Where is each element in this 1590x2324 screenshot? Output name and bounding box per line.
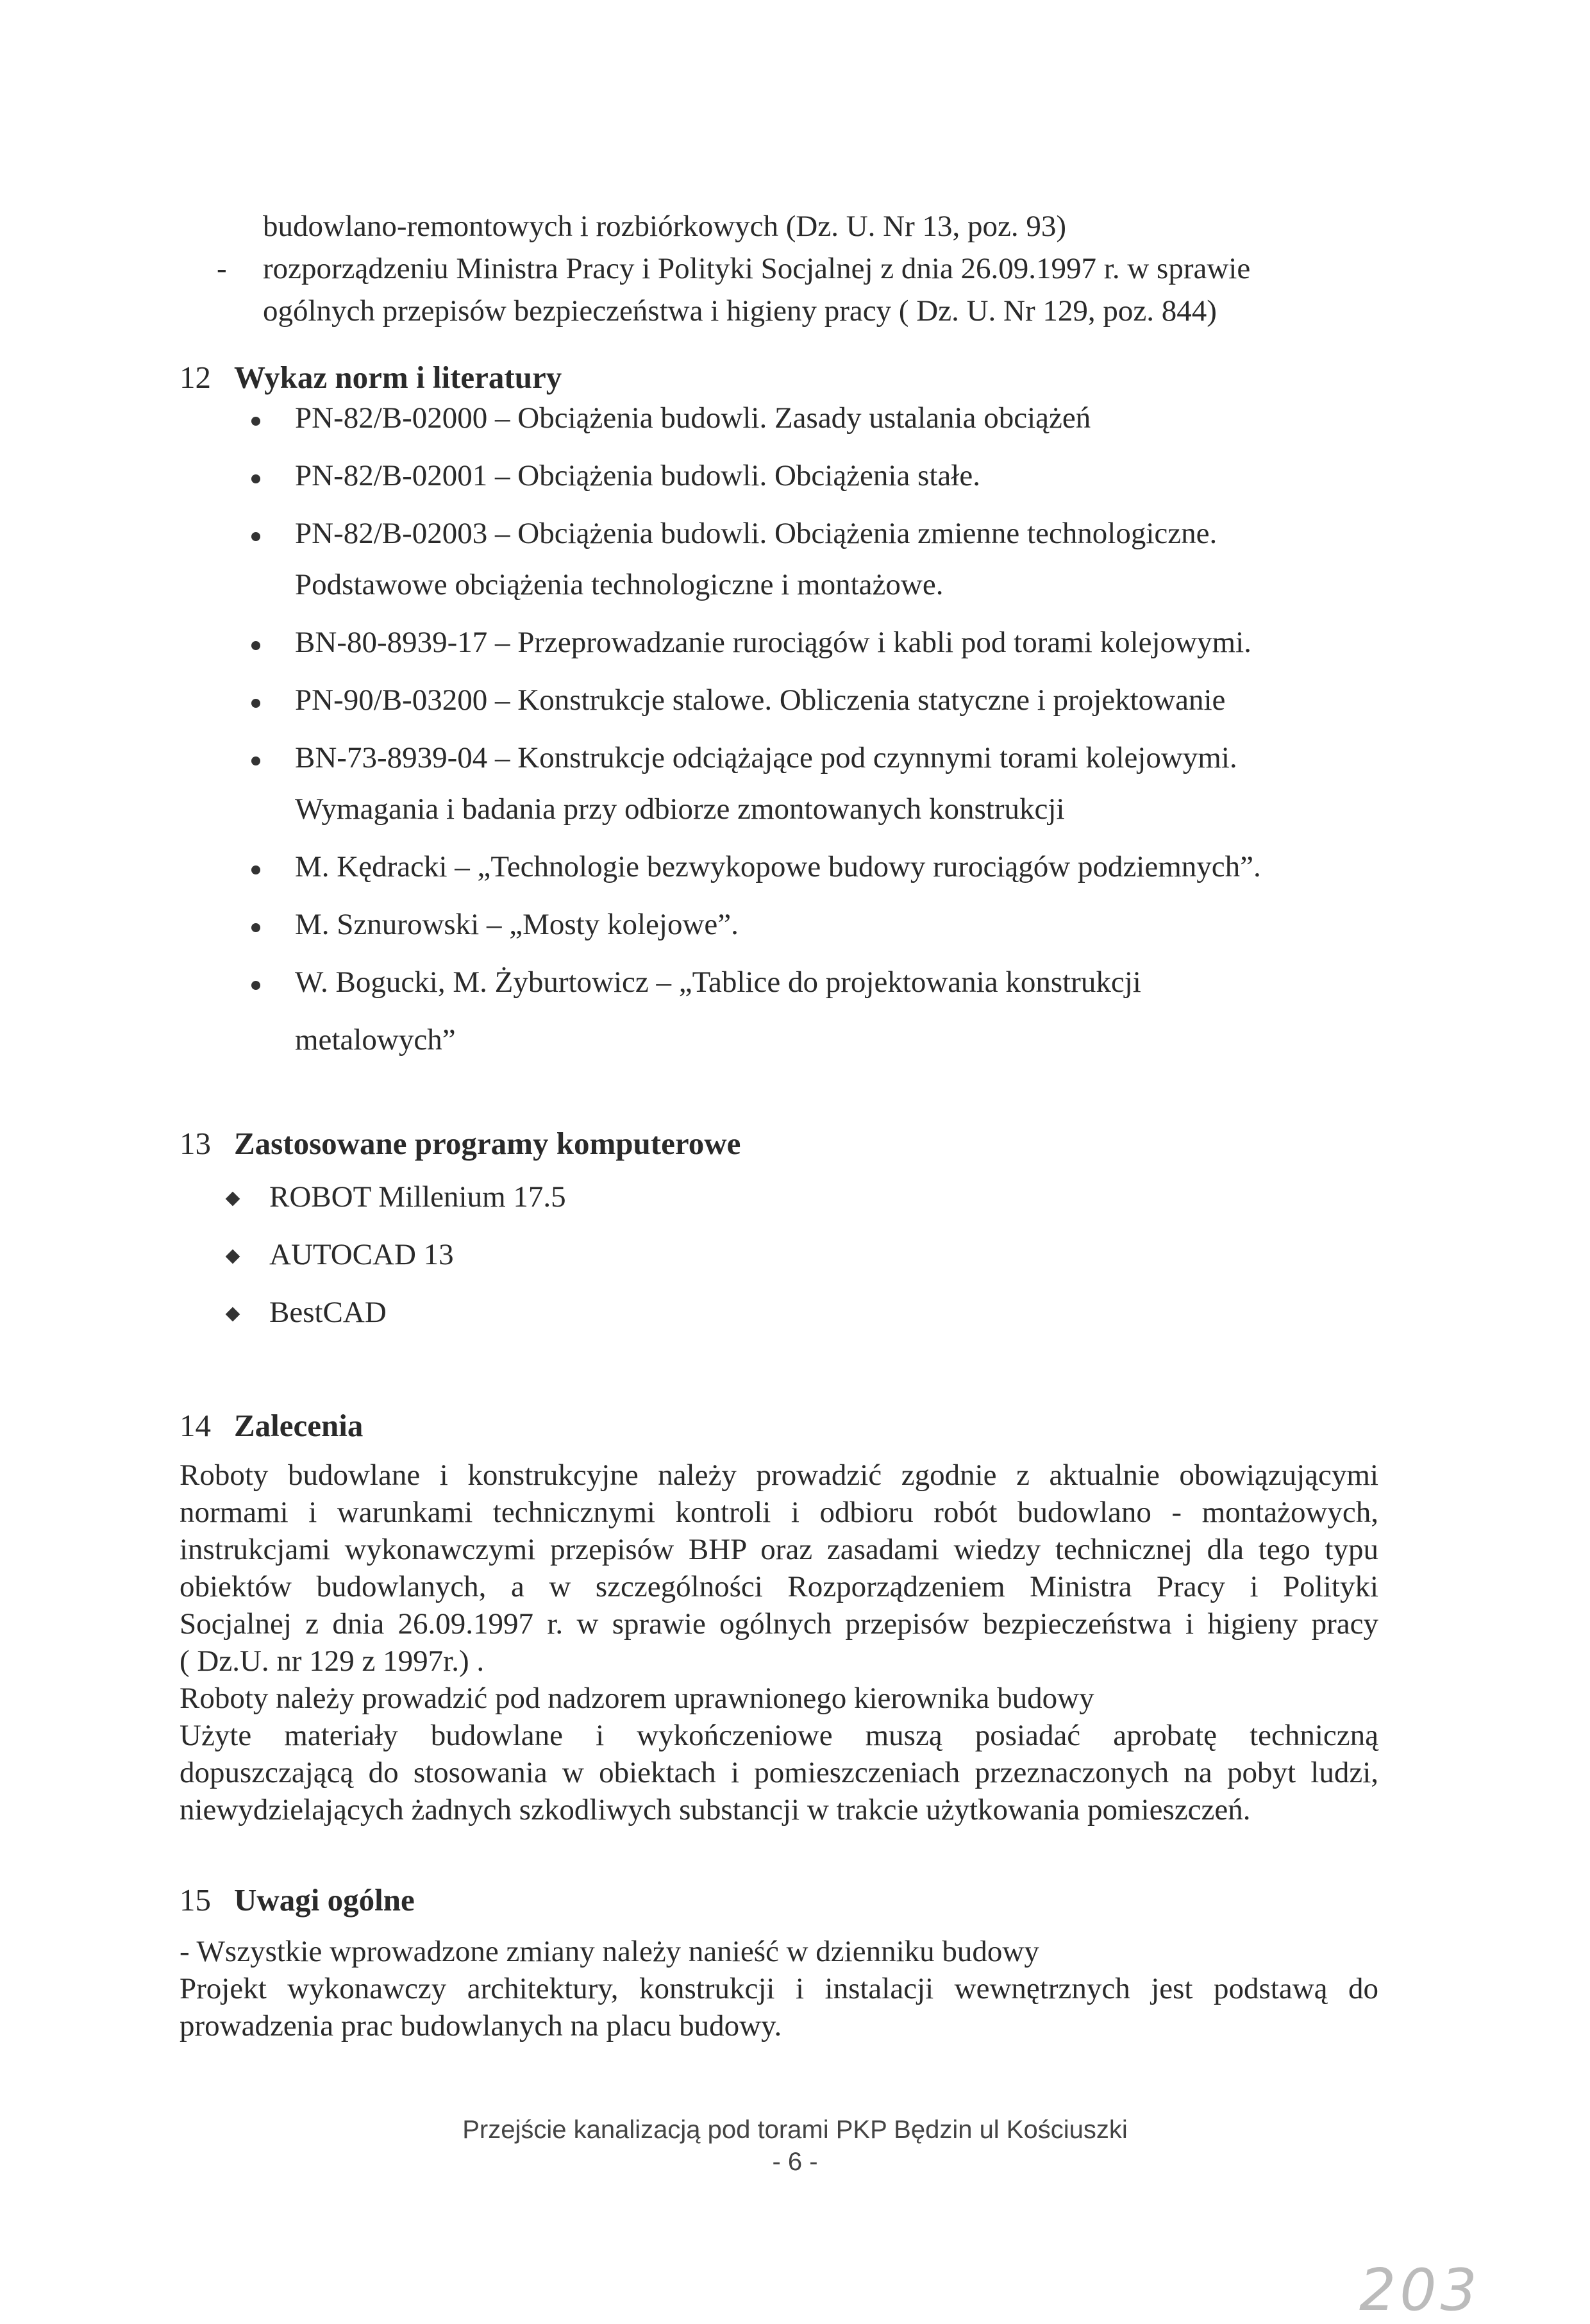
paragraph-line: Roboty budowlane i konstrukcyjne należy prowadzić zgodnie z aktualnie obowiązującymi: [180, 1459, 1378, 1492]
list-item: W. Bogucki, M. Żyburtowicz – „Tablice do projektowania konstrukcji: [295, 965, 1141, 999]
paragraph-line: prowadzenia prac budowlanych na placu budowy.: [180, 2009, 782, 2043]
footer-title: Przejście kanalizacją pod torami PKP Będzin ul Kościuszki: [462, 2116, 1128, 2144]
paragraph-line: normami i warunkami technicznymi kontroli i odbioru robót budowlano - montażowych,: [180, 1496, 1378, 1529]
list-item: BN-80-8939-17 – Przeprowadzanie rurociągów i kabli pod torami kolejowymi.: [295, 625, 1251, 660]
list-item-continuation: Wymagania i badania przy odbiorze zmontowanych konstrukcji: [295, 792, 1065, 826]
list-item: M. Sznurowski – „Mosty kolejowe”.: [295, 907, 739, 942]
diamond-bullet-icon: [226, 1192, 240, 1207]
bullet-icon: [251, 641, 260, 650]
intro-line-3: ogólnych przepisów bezpieczeństwa i higieny pracy ( Dz. U. Nr 129, poz. 844): [263, 294, 1217, 328]
bullet-icon: [251, 532, 260, 541]
diamond-bullet-icon: [226, 1250, 240, 1264]
section-title: Zastosowane programy komputerowe: [234, 1126, 741, 1161]
page-number: - 6 -: [772, 2148, 818, 2176]
paragraph-line: instrukcjami wykonawczymi przepisów BHP oraz zasadami wiedzy technicznej dla tego typu: [180, 1533, 1378, 1566]
bullet-icon: [251, 757, 260, 765]
list-item: PN-82/B-02000 – Obciążenia budowli. Zasady ustalania obciążeń: [295, 401, 1091, 435]
section-number: 14: [180, 1408, 211, 1443]
section-number: 12: [180, 360, 211, 395]
list-item: M. Kędracki – „Technologie bezwykopowe budowy rurociągów podziemnych”.: [295, 849, 1261, 884]
intro-block: [217, 205, 1251, 332]
general-remarks-body: [180, 1933, 1378, 2044]
section-title: Zalecenia: [234, 1408, 364, 1443]
section-number: 15: [180, 1882, 211, 1918]
section-13: [180, 1125, 741, 1162]
paragraph-line: Roboty należy prowadzić pod nadzorem uprawnionego kierownika budowy: [180, 1682, 1094, 1715]
paragraph-line: obiektów budowlanych, a w szczególności Rozporządzeniem Ministra Pracy i Polityki: [180, 1570, 1378, 1603]
list-item: BN-73-8939-04 – Konstrukcje odciążające pod czynnymi torami kolejowymi.: [295, 740, 1237, 775]
section-15: [180, 1882, 415, 1918]
list-item: BestCAD: [269, 1295, 387, 1330]
bullet-icon: [251, 981, 260, 990]
section-12: [180, 359, 562, 396]
bullet-icon: [251, 699, 260, 708]
list-item-continuation: Podstawowe obciążenia technologiczne i montażowe.: [295, 568, 944, 601]
intro-dash: -: [217, 252, 227, 285]
bullet-icon: [251, 417, 260, 426]
section-title: Wykaz norm i literatury: [234, 360, 562, 395]
paragraph-line: - Wszystkie wprowadzone zmiany należy nanieść w dzienniku budowy: [180, 1935, 1039, 1968]
list-item: PN-82/B-02001 – Obciążenia budowli. Obciążenia stałe.: [295, 458, 980, 493]
handwritten-annotation: 203: [1359, 2257, 1481, 2324]
paragraph-line: Użyte materiały budowlane i wykończeniowe muszą posiadać aprobatę techniczną: [180, 1719, 1378, 1752]
intro-line-1: budowlano-remontowych i rozbiórkowych (Dz. U. Nr 13, poz. 93): [263, 210, 1067, 243]
section-14: [180, 1407, 363, 1444]
intro-line-2: rozporządzeniu Ministra Pracy i Polityki Socjalnej z dnia 26.09.1997 r. w sprawie: [263, 252, 1251, 285]
diamond-bullet-icon: [226, 1307, 240, 1322]
list-item: ROBOT Millenium 17.5: [269, 1180, 566, 1214]
paragraph-line: Socjalnej z dnia 26.09.1997 r. w sprawie ogólnych przepisów bezpieczeństwa i higieny pracy: [180, 1607, 1378, 1641]
list-item: AUTOCAD 13: [269, 1237, 454, 1272]
bullet-icon: [251, 474, 260, 483]
list-item-continuation: metalowych”: [295, 1023, 456, 1057]
section-title: Uwagi ogólne: [234, 1882, 415, 1918]
section-number: 13: [180, 1126, 211, 1161]
paragraph-line: ( Dz.U. nr 129 z 1997r.) .: [180, 1644, 485, 1678]
list-item: PN-82/B-02003 – Obciążenia budowli. Obciążenia zmienne technologiczne.: [295, 516, 1217, 551]
recommendations-body: [180, 1457, 1378, 1828]
paragraph-line: Projekt wykonawczy architektury, konstrukcji i instalacji wewnętrznych jest podstawą do: [180, 1972, 1378, 2005]
bullet-icon: [251, 923, 260, 932]
paragraph-line: niewydzielających żadnych szkodliwych substancji w trakcie użytkowania pomieszczeń.: [180, 1793, 1251, 1827]
list-item: PN-90/B-03200 – Konstrukcje stalowe. Obliczenia statyczne i projektowanie: [295, 683, 1225, 717]
paragraph-line: dopuszczającą do stosowania w obiektach i pomieszczeniach przeznaczonych na pobyt ludzi,: [180, 1756, 1378, 1789]
bullet-icon: [251, 865, 260, 874]
